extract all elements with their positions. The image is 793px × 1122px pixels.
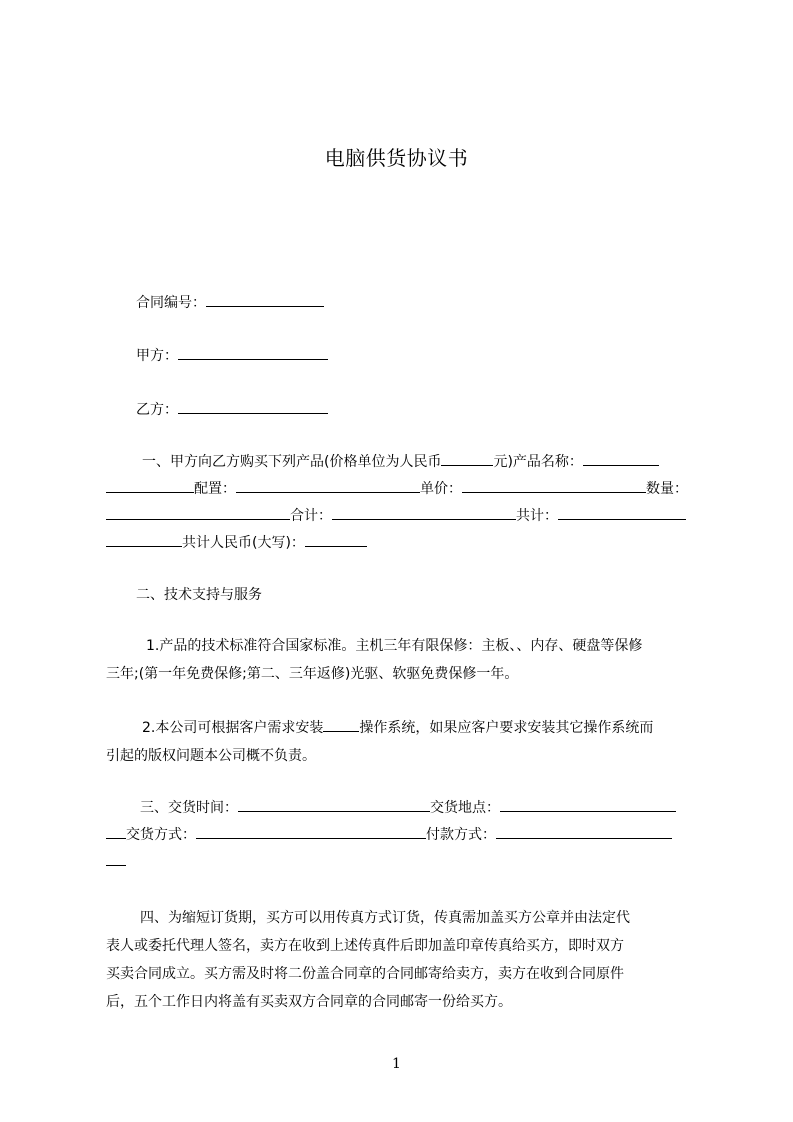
section3-line2 bbox=[106, 825, 706, 845]
total-blank bbox=[558, 507, 686, 520]
payment-method-blank-cont bbox=[106, 853, 126, 866]
party-a-field bbox=[136, 345, 328, 365]
product-name-blank-cont bbox=[106, 480, 194, 493]
contract-number-label: 合同编号： bbox=[136, 295, 206, 311]
quantity-blank bbox=[106, 507, 290, 520]
section4-line2: 表人或委托代理人签名，卖方在收到上述传真件后即加盖印章传真给买方，即时双方 bbox=[106, 938, 624, 954]
section1-line4 bbox=[106, 533, 706, 553]
contract-number-blank bbox=[206, 294, 324, 307]
os-blank bbox=[323, 719, 359, 732]
item2-suffix: 操作系统，如果应客户要求安装其它操作系统而 bbox=[359, 720, 654, 736]
quantity-label: 数量： bbox=[646, 481, 688, 497]
subtotal-blank bbox=[332, 507, 516, 520]
section1-line2 bbox=[106, 479, 706, 499]
document-title: 电脑供货协议书 bbox=[324, 146, 469, 170]
section2-item2-line2: 引起的版权问题本公司概不负责。 bbox=[106, 748, 316, 764]
section1-line3 bbox=[106, 506, 706, 526]
delivery-time-blank bbox=[238, 799, 430, 812]
delivery-time-label: 三、交货时间： bbox=[140, 800, 238, 816]
section4-line4: 后，五个工作日内将盖有买卖双方合同章的合同邮寄一份给买方。 bbox=[106, 994, 512, 1010]
party-b-label: 乙方： bbox=[136, 402, 178, 418]
section3-line3 bbox=[106, 852, 706, 872]
total-blank-cont bbox=[106, 534, 182, 547]
party-b-blank bbox=[178, 401, 328, 414]
subtotal-label: 合计： bbox=[290, 508, 332, 524]
currency-blank bbox=[441, 453, 493, 466]
config-blank bbox=[236, 480, 420, 493]
delivery-place-blank bbox=[500, 799, 676, 812]
section2-item1-line1: 1.产品的技术标准符合国家标准。主机三年有限保修：主板、、内存、硬盘等保修 bbox=[146, 638, 643, 654]
section2-item1-line2: 三年;(第一年免费保修;第二、三年返修)光驱、软驱免费保修一年。 bbox=[106, 666, 519, 682]
total-label: 共计： bbox=[516, 508, 558, 524]
config-label: 配置： bbox=[194, 481, 236, 497]
payment-method-blank bbox=[496, 826, 672, 839]
contract-number-field bbox=[136, 292, 324, 312]
payment-method-label: 付款方式： bbox=[426, 827, 496, 843]
section2-item1 bbox=[106, 632, 710, 688]
total-rmb-label: 共计人民币(大写)： bbox=[182, 535, 305, 551]
section2-item2 bbox=[106, 714, 710, 770]
section4-paragraph bbox=[106, 904, 710, 1016]
delivery-place-blank-cont bbox=[106, 826, 126, 839]
section4-line1: 四、为缩短订货期，买方可以用传真方式订货，传真需加盖买方公章并由法定代 bbox=[140, 910, 630, 926]
delivery-place-label: 交货地点： bbox=[430, 800, 500, 816]
total-rmb-blank bbox=[305, 534, 367, 547]
party-a-label: 甲方： bbox=[136, 348, 178, 364]
unit-price-blank bbox=[462, 480, 646, 493]
section1-prefix: 一、甲方向乙方购买下列产品(价格单位为人民币 bbox=[142, 454, 442, 470]
delivery-method-label: 交货方式： bbox=[126, 827, 196, 843]
page-number: 1 bbox=[392, 1056, 401, 1072]
party-b-field bbox=[136, 399, 328, 419]
section1-line1 bbox=[106, 452, 712, 472]
product-name-blank bbox=[583, 453, 659, 466]
product-name-label: 元)产品名称： bbox=[493, 454, 583, 470]
unit-price-label: 单价： bbox=[420, 481, 462, 497]
delivery-method-blank bbox=[196, 826, 426, 839]
section2-item2-line1 bbox=[106, 714, 710, 742]
section3-line1 bbox=[106, 798, 710, 818]
party-a-blank bbox=[178, 347, 328, 360]
section4-line3: 买卖合同成立。买方需及时将二份盖合同章的合同邮寄给卖方，卖方在收到合同原件 bbox=[106, 966, 624, 982]
item2-prefix: 2.本公司可根据客户需求安装 bbox=[142, 720, 324, 736]
section2-heading: 二、技术支持与服务 bbox=[136, 587, 262, 603]
